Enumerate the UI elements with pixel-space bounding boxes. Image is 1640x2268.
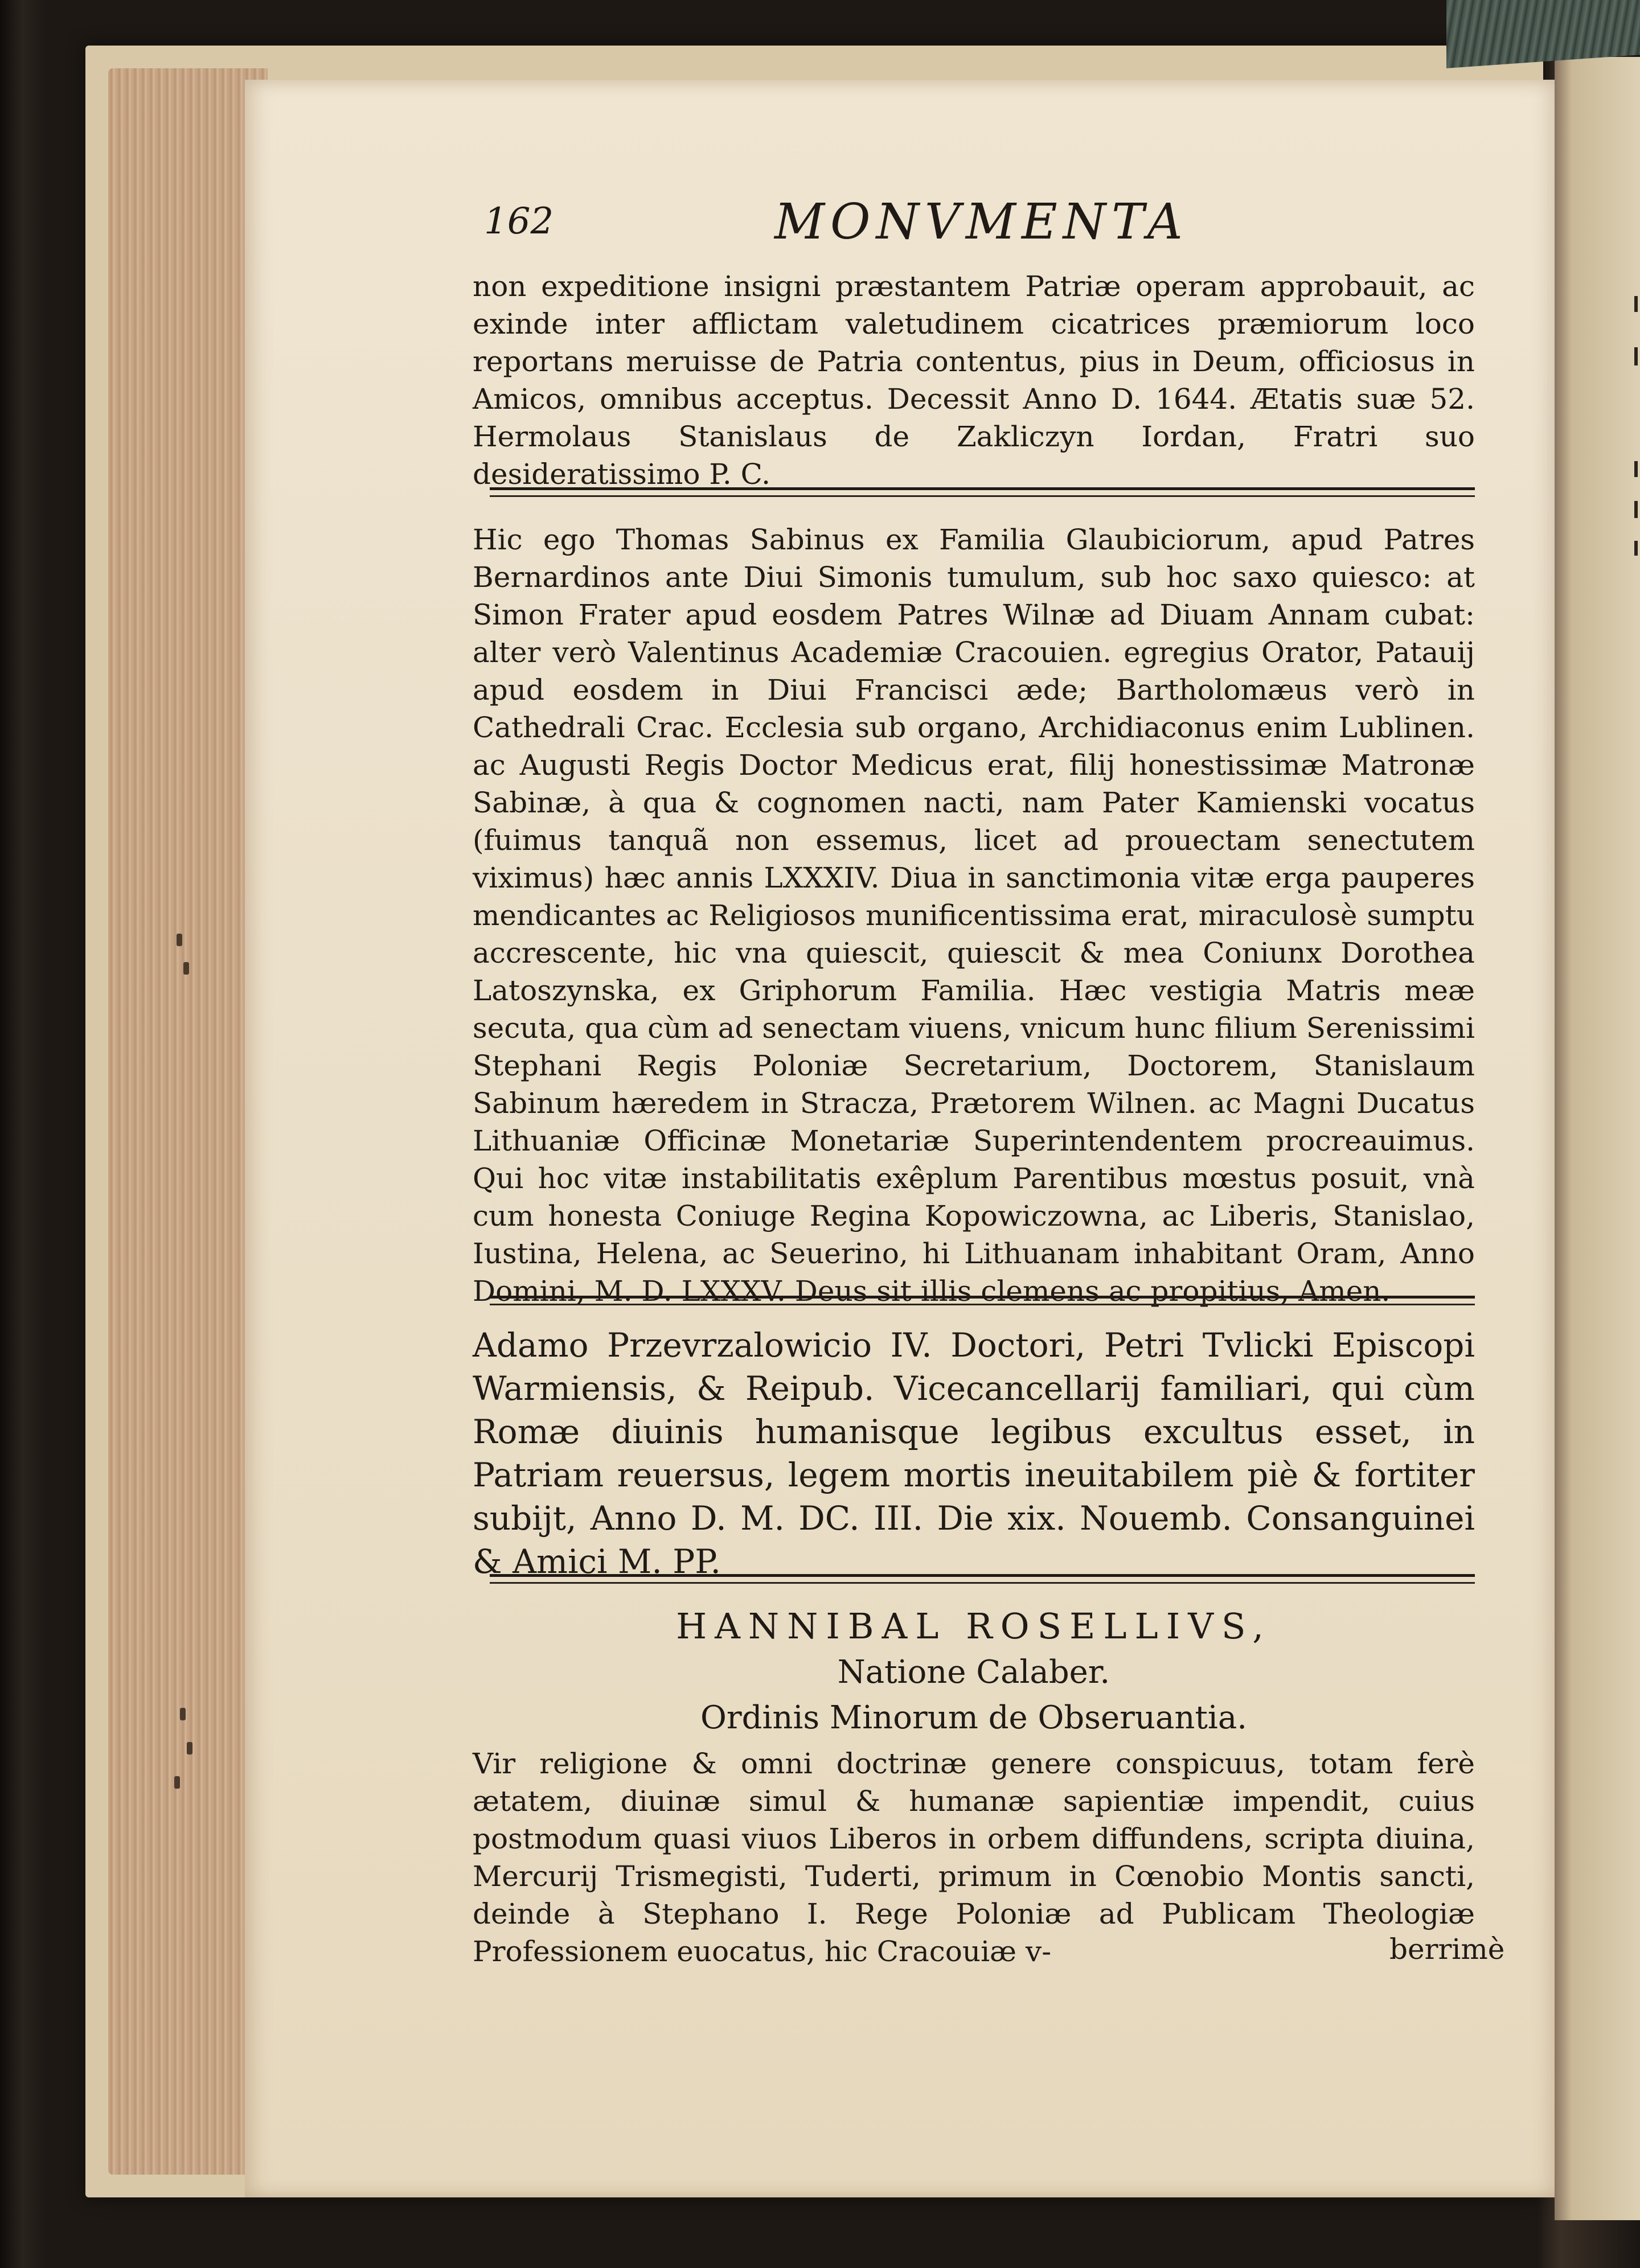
running-head: MONVMENTA [774, 194, 1188, 250]
facing-page-edge [1555, 57, 1640, 2220]
epitaph-przevrzalowicio [473, 1324, 1475, 1583]
margin-mark [1634, 501, 1638, 518]
epitaph-przevrzalowicio-text: Adamo Przevrzalowicio IV. Doctori, Petri Tvlicki Episcopi Warmiensis, & Reipub. Vicecancellarij familiari, qui cùm Romæ diuinis humanisque legibus excultus esset, in Patriam reuersus, legem mortis ineuitabilem piè & fortiter subijt, Anno D. M. DC. III. Die xix. Nouemb. Consanguinei & Amici M. PP. [473, 1326, 1475, 1581]
page-number: 162 [484, 200, 554, 243]
epitaph-sabinus-text: Hic ego Thomas Sabinus ex Familia Glaubiciorum, apud Patres Bernardinos ante Diui Simonis tumulum, sub hoc saxo quiesco: at Simon Frater apud eosdem Patres Wilnæ ad Diuam Annam cubat: alter verò Valentinus Academiæ Cracouien. egregius Orator, Patauij apud eosdem in Diui Francisci æde; Bartholomæus verò in Cathedrali Crac. Ecclesia sub organo, Archidiaconus enim Lublinen. ac Augusti Regis Doctor Medicus erat, filij honestissimæ Matronæ Sabinæ, à qua & cognomen nacti, nam Pater Kamienski vocatus (fuimus tanquã non essemus, licet ad prouectam senectutem viximus) hæc annis LXXXIV. Diua in sanctimonia vitæ erga pauperes mendicantes ac Religiosos munificentissima erat, miraculosè sumptu accrescente, hic vna quiescit, quiescit & mea Coniunx Dorothea Latoszynska, ex Griphorum Familia. Hæc vestigia Matris meæ secuta, qua cùm ad senectam viuens, vnicum hunc filium Serenissimi Stephani Regis Poloniæ Secretarium, Doctorem, Stanislaum Sabinum hæredem in Stracza, Prætorem Wilnen. ac Magni Ducatus Lithuaniæ Officinæ Monetariæ Superintendentem procreauimus. Qui hoc vitæ instabilitatis exêplum Parentibus mœstus posuit, vnà cum honesta Coniuge Regina Kopowiczowna, ac Liberis, Stanislao, Iustina, Helena, ac Seuerino, hi Lithuanam inhabitant Oram, Anno Domini, M. D. LXXXV. Deus sit illis clemens ac propitius, Amen. [473, 523, 1475, 1308]
rosellius-origin: Natione Calaber. [837, 1654, 1110, 1691]
epitaph-jordan-text: non expeditione insigni præstantem Patriæ operam approbauit, ac exinde inter afflictam valetudinem cicatrices præmiorum loco reportans meruisse de Patria contentus, pius in Deum, officiosus in Amicos, omnibus acceptus. Decessit Anno D. 1644. Ætatis suæ 52. Hermolaus Stanislaus de Zakliczyn Iordan, Fratri suo desideratissimo P. C. [473, 270, 1475, 491]
rosellius-text: Vir religione & omni doctrinæ genere conspicuus, totam ferè ætatem, diuinæ simul & humanæ sapientiæ impendit, cuius postmodum quasi viuos Liberos in orbem diffundens, scripta diuina, Mercurij Trismegisti, Tuderti, primum in Cœnobio Montis sancti, deinde à Stephano I. Rege Poloniæ ad Publicam Theologiæ Professionem euocatus, hic Cracouiæ v- [473, 1747, 1475, 1968]
page-edges [108, 68, 268, 2175]
margin-mark [1634, 296, 1638, 312]
margin-mark [1634, 541, 1638, 556]
rosellius-name: HANNIBAL ROSELLIVS, [676, 1605, 1272, 1647]
rosellius-body [473, 1745, 1475, 1970]
divider-rule [490, 495, 1475, 497]
epitaph-jordan [473, 268, 1475, 493]
divider-rule [490, 1304, 1475, 1305]
rosellius-order: Ordinis Minorum de Obseruantia. [700, 1699, 1248, 1736]
divider-rule [490, 1582, 1475, 1584]
divider-rule [490, 1296, 1475, 1299]
epitaph-sabinus [473, 521, 1475, 1310]
catchword: berrimè [1389, 1933, 1505, 1966]
divider-rule [490, 1574, 1475, 1577]
margin-mark [1634, 461, 1638, 477]
divider-rule [490, 487, 1475, 490]
margin-mark [1634, 347, 1638, 365]
